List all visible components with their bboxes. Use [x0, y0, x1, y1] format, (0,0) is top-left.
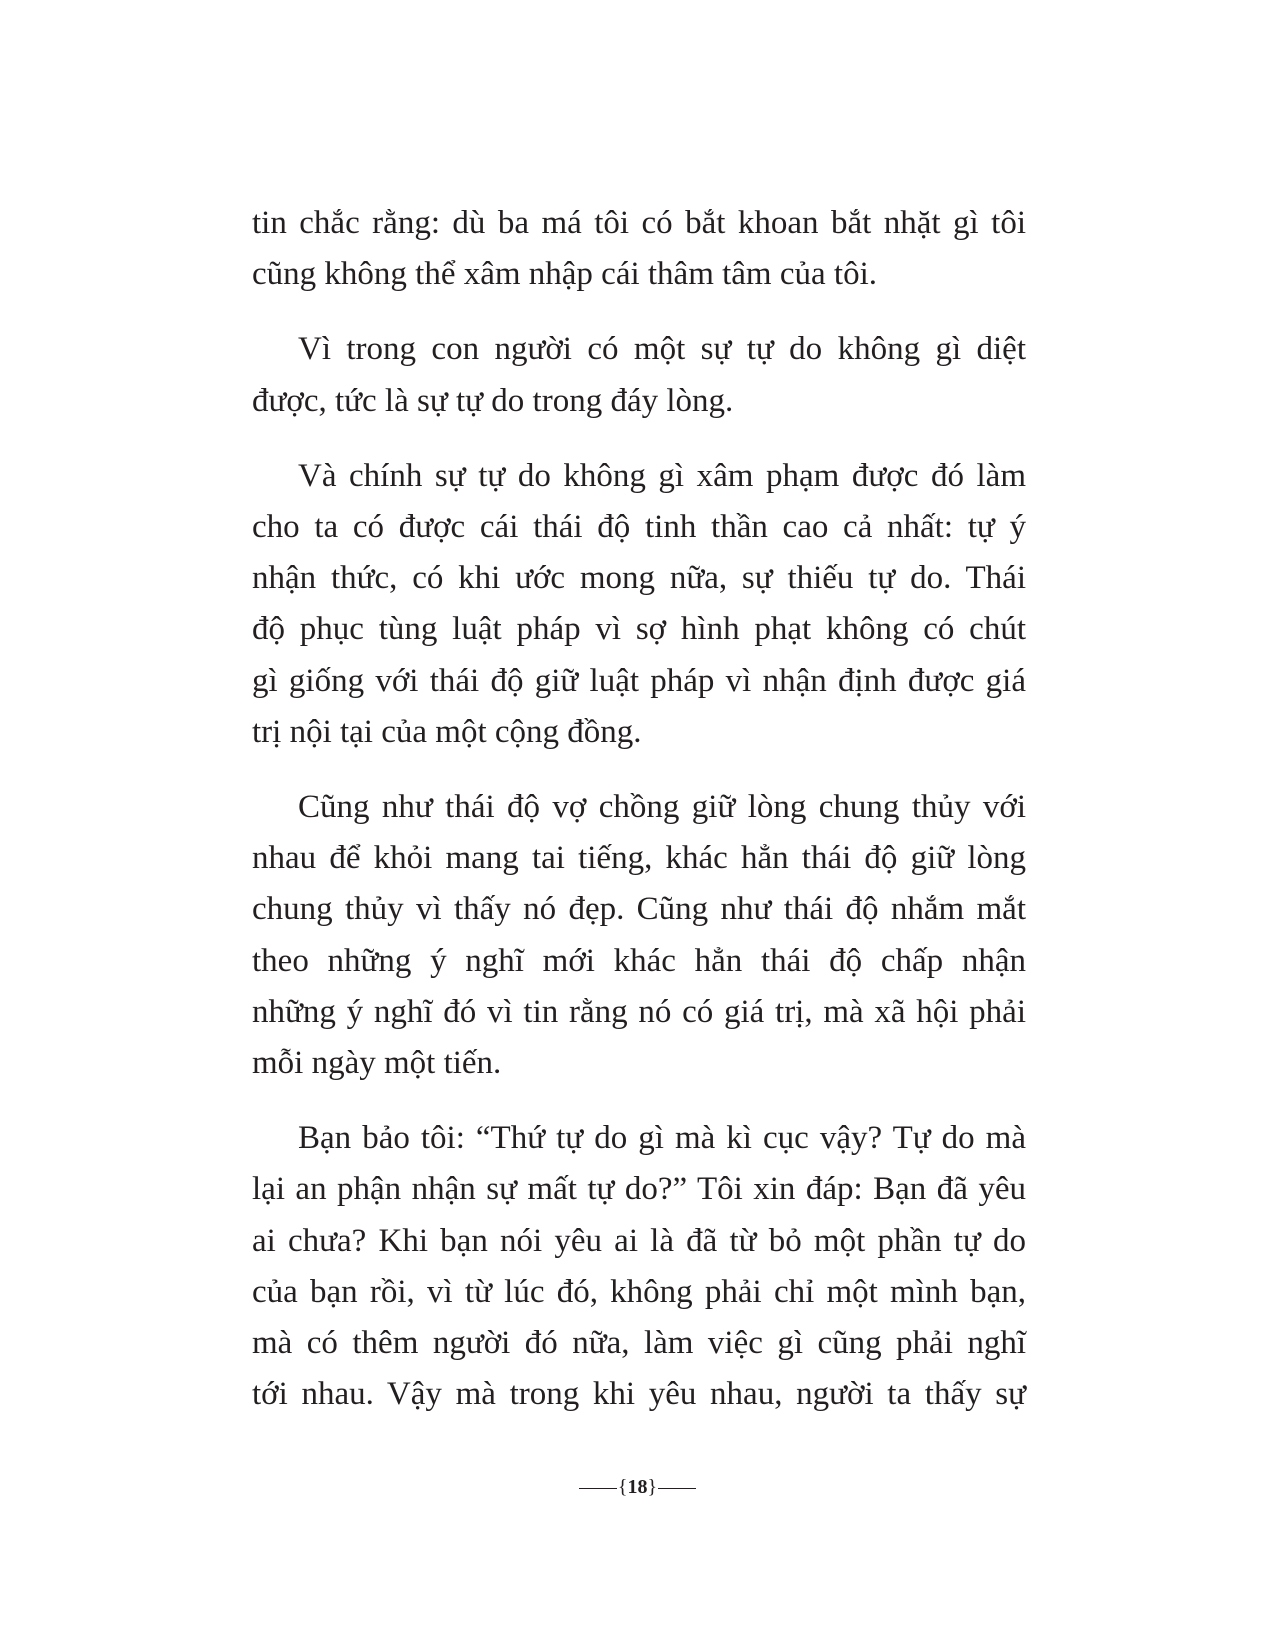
paragraph-line: gì giống với thái độ giữ luật pháp vì nhận định được giá [252, 662, 1026, 699]
paragraph-line: của bạn rồi, vì từ lúc đó, không phải chỉ một mình bạn, [252, 1273, 1026, 1310]
right-ornament-rule [658, 1488, 696, 1489]
left-ornament-rule [579, 1488, 617, 1489]
paragraph-line: ai chưa? Khi bạn nói yêu ai là đã từ bỏ một phần tự do [252, 1222, 1026, 1259]
left-brace: { [617, 1476, 628, 1498]
paragraph-5 [252, 1113, 1026, 1420]
paragraph-line: cho ta có được cái thái độ tinh thần cao cả nhất: tự ý [252, 509, 1026, 546]
paragraph-line: độ phục tùng luật pháp vì sợ hình phạt không có chút [252, 611, 1026, 648]
right-brace: } [647, 1476, 658, 1498]
paragraph-line: được, tức là sự tự do trong đáy lòng. [252, 382, 734, 419]
paragraph-line: lại an phận nhận sự mất tự do?” Tôi xin đáp: Bạn đã yêu [252, 1171, 1026, 1208]
page-number-footer [0, 1475, 1275, 1499]
paragraph-2 [252, 324, 1026, 426]
paragraph-line: Cũng như thái độ vợ chồng giữ lòng chung thủy với [298, 789, 1026, 826]
paragraph-line: Bạn bảo tôi: “Thứ tự do gì mà kì cục vậy? Tự do mà [298, 1120, 1026, 1157]
paragraph-1 [252, 198, 1026, 300]
paragraph-line: mà có thêm người đó nữa, làm việc gì cũng phải nghĩ [252, 1325, 1026, 1362]
paragraph-line: mỗi ngày một tiến. [252, 1045, 502, 1082]
paragraph-line: Và chính sự tự do không gì xâm phạm được đó làm [298, 457, 1026, 494]
paragraph-line: trị nội tại của một cộng đồng. [252, 713, 642, 750]
paragraph-4 [252, 782, 1026, 1089]
paragraph-line: chung thủy vì thấy nó đẹp. Cũng như thái độ nhắm mắt [252, 891, 1026, 928]
paragraph-line: tin chắc rằng: dù ba má tôi có bắt khoan bắt nhặt gì tôi [252, 205, 1026, 241]
paragraph-line: Vì trong con người có một sự tự do không gì diệt [298, 331, 1026, 368]
paragraph-line: nhận thức, có khi ước mong nữa, sự thiếu tự do. Thái [252, 560, 1026, 597]
paragraph-line: theo những ý nghĩ mới khác hẳn thái độ chấp nhận [252, 942, 1026, 979]
paragraph-line: những ý nghĩ đó vì tin rằng nó có giá trị, mà xã hội phải [252, 993, 1026, 1030]
page-body [252, 198, 1026, 1420]
paragraph-3 [252, 451, 1026, 758]
page-number: 18 [627, 1476, 648, 1498]
paragraph-line: cũng không thể xâm nhập cái thâm tâm của tôi. [252, 256, 877, 293]
paragraph-line: nhau để khỏi mang tai tiếng, khác hẳn thái độ giữ lòng [252, 840, 1026, 877]
paragraph-line: tới nhau. Vậy mà trong khi yêu nhau, người ta thấy sự [252, 1376, 1026, 1413]
